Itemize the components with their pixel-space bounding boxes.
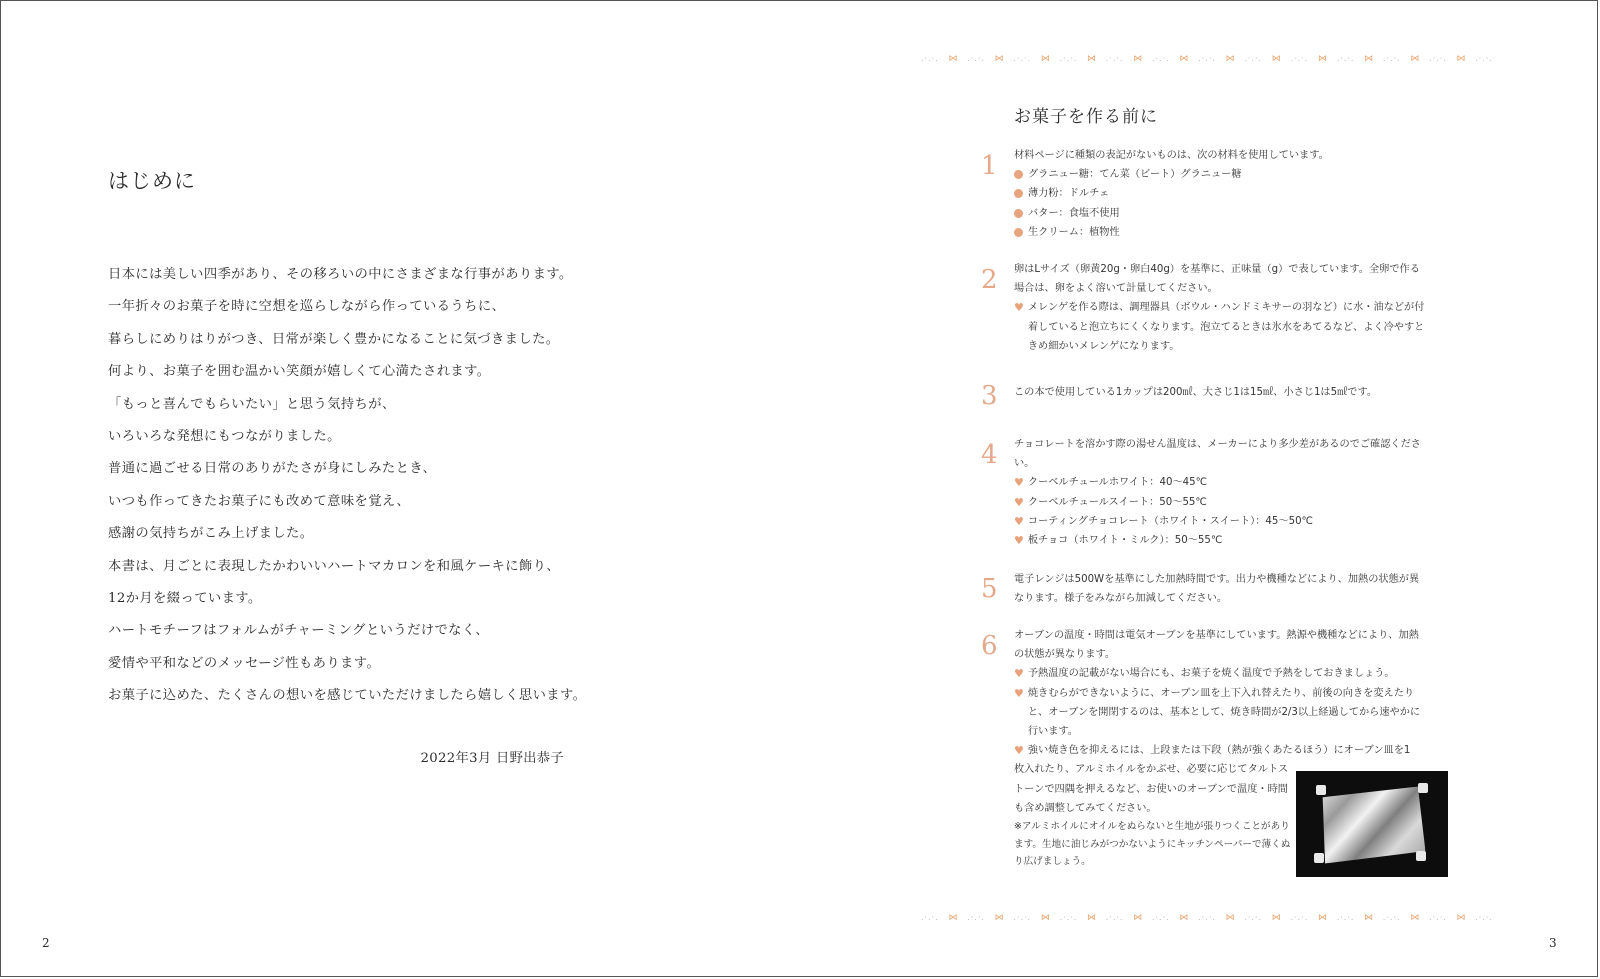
- heart-icon: ♥: [1014, 476, 1024, 490]
- note-text: 卵はLサイズ（卵黄20g・卵白40g）を基準に、正味量（g）で表しています。全卵で作る場合は、卵をよく溶いて計量してください。: [1014, 264, 1420, 295]
- bow-icon: ⋈: [1225, 913, 1235, 923]
- heart-icon: ♥: [1014, 744, 1024, 758]
- page-number-right: 3: [1549, 936, 1557, 950]
- intro-line: 日本には美しい四季があり、その移ろいの中にさまざまな行事があります。: [108, 267, 573, 282]
- author-signature: 2022年3月 日野出恭子: [420, 751, 564, 766]
- note-2: [1014, 260, 1428, 356]
- list-item: ♥ 強い焼き色を抑えるには、上段または下段（熱が強くあたるほう）にオーブン皿を1: [1014, 741, 1428, 760]
- tart-stone: [1316, 785, 1326, 795]
- footnote: ※アルミホイルにオイルをぬらないと生地が張りつくことがあります。生地に油じみがつかないようにキッチンペーパーで薄くぬり広げましょう。: [1014, 821, 1291, 868]
- list-item: 生クリーム：植物性: [1014, 223, 1428, 242]
- bow-icon: ⋈: [1456, 913, 1466, 923]
- intro-line: 一年折々のお菓子を時に空想を巡らしながら作っているうちに、: [108, 299, 506, 315]
- bow-icon: ⋈: [1040, 913, 1050, 923]
- circle-dot-icon: [1014, 209, 1023, 218]
- bow-icon: ⋈: [948, 54, 958, 64]
- intro-line: 何より、お菓子を囲む温かい笑顔が嬉しくて心満たされます。: [108, 364, 491, 380]
- bow-icon: ⋈: [1271, 913, 1281, 923]
- intro-line: いつも作ってきたお菓子にも改めて意味を覚え、: [108, 493, 411, 509]
- tart-stone: [1416, 851, 1426, 861]
- bow-icon: ⋈: [1133, 913, 1143, 923]
- intro-body: [108, 259, 628, 713]
- intro-line: 普通に過ごせる日常のありがたさが身にしみたとき、: [108, 461, 437, 477]
- list-item: 薄力粉：ドルチェ: [1014, 184, 1428, 203]
- list-item: バター：食塩不使用: [1014, 204, 1428, 223]
- bow-icon: ⋈: [1317, 913, 1327, 923]
- notes-title: お菓子を作る前に: [1014, 107, 1158, 127]
- bow-icon: ⋈: [1456, 54, 1466, 64]
- bow-icon: ⋈: [994, 913, 1004, 923]
- list-item: グラニュー糖：てん菜（ビート）グラニュー糖: [1014, 165, 1428, 184]
- intro-line: 愛情や平和などのメッセージ性もあります。: [108, 655, 381, 671]
- bow-icon: ⋈: [1317, 54, 1327, 64]
- circle-dot-icon: [1014, 170, 1023, 179]
- note-text: オーブンの温度・時間は電気オーブンを基準にしています。熱源や機種などにより、加熱の状態が異なります。: [1014, 630, 1419, 661]
- bow-icon: ⋈: [1087, 54, 1097, 64]
- bow-icon: ⋈: [1040, 54, 1050, 64]
- intro-line: 本書は、月ごとに表現したかわいいハートマカロンを和風ケーキに飾り、: [108, 558, 560, 574]
- intro-line: 暮らしにめりはりがつき、日常が楽しく豊かになることに気づきました。: [108, 331, 560, 347]
- list-item: ♥ クーベルチュールホワイト：40〜45℃: [1014, 473, 1428, 492]
- heart-icon: ♥: [1014, 514, 1024, 528]
- heart-icon: ♥: [1014, 667, 1024, 681]
- note-number: 3: [981, 381, 998, 411]
- bow-icon: ⋈: [1364, 913, 1374, 923]
- list-item: ♥ クーベルチュールスイート：50〜55℃: [1014, 493, 1428, 512]
- bow-icon: ⋈: [1410, 913, 1420, 923]
- note-5: [1014, 570, 1428, 608]
- list-item: ♥ 板チョコ（ホワイト・ミルク）：50〜55℃: [1014, 531, 1428, 550]
- bow-icon: ⋈: [1410, 54, 1420, 64]
- bow-icon: ⋈: [1225, 54, 1235, 64]
- tart-stone: [1314, 853, 1324, 863]
- bow-icon: ⋈: [1133, 54, 1143, 64]
- circle-dot-icon: [1014, 189, 1023, 198]
- foil-photo: [1296, 771, 1448, 877]
- heart-icon: ♥: [1014, 301, 1024, 315]
- note-number: 5: [981, 574, 998, 604]
- decorative-rule-top: .·.·. ⋈ .·.·. ⋈ .·.·. ⋈ .·.·. ⋈ .·.·. ⋈ .·.·. ⋈ .·.·. ⋈ .·.·. ⋈ .·.·. ⋈ .·.·. ⋈ .·.·. ⋈ .·.·. ⋈ .·.·.: [921, 54, 1493, 64]
- note-number: 2: [981, 265, 998, 295]
- list-item: ♥ 予熱温度の記載がない場合にも、お菓子を焼く温度で予熱をしておきましょう。: [1014, 664, 1428, 683]
- note-number: 4: [981, 440, 998, 470]
- heart-icon: ♥: [1014, 495, 1024, 509]
- foil-sheet: [1318, 786, 1426, 863]
- note-continuation: 枚入れたり、アルミホイルをかぶせ、必要に応じてタルトストーンで四隅を押えるなど、お使いのオーブンで温度・時間も含め調整してみてください。: [1014, 764, 1289, 814]
- bow-icon: ⋈: [1087, 913, 1097, 923]
- bow-icon: ⋈: [1179, 913, 1189, 923]
- note-text: 材料ページに種類の表記がないものは、次の材料を使用しています。: [1014, 150, 1329, 161]
- list-item: ♥ 焼きむらができないように、オーブン皿を上下入れ替えたり、前後の向きを変えたりと、オーブンを開閉するのは、基本として、焼き時間が2/3以上経過してから速やかに行います。: [1014, 684, 1428, 742]
- note-1: [1014, 146, 1428, 242]
- note-text: この本で使用している1カップは200㎖、大さじ1は15㎖、小さじ1は5㎖です。: [1014, 387, 1378, 398]
- intro-title: はじめに: [108, 169, 196, 193]
- circle-dot-icon: [1014, 228, 1023, 237]
- bow-icon: ⋈: [1271, 54, 1281, 64]
- bow-icon: ⋈: [1179, 54, 1189, 64]
- intro-line: 「もっと喜んでもらいたい」と思う気持ちが、: [108, 396, 396, 412]
- note-text: チョコレートを溶かす際の湯せん温度は、メーカーにより多少差があるのでご確認ください。: [1014, 439, 1421, 470]
- bow-icon: ⋈: [994, 54, 1004, 64]
- list-item: ♥ コーティングチョコレート（ホワイト・スイート）：45〜50℃: [1014, 512, 1428, 531]
- page-number-left: 2: [42, 936, 50, 950]
- bow-icon: ⋈: [948, 913, 958, 923]
- note-4: [1014, 435, 1428, 550]
- decorative-rule-bottom: .·.·. ⋈ .·.·. ⋈ .·.·. ⋈ .·.·. ⋈ .·.·. ⋈ .·.·. ⋈ .·.·. ⋈ .·.·. ⋈ .·.·. ⋈ .·.·. ⋈ .·.·. ⋈ .·.·. ⋈ .·.·.: [921, 913, 1493, 923]
- list-item: ♥ メレンゲを作る際は、調理器具（ボウル・ハンドミキサーの羽など）に水・油などが付着していると泡立ちにくくなります。泡立てるときは氷水をあてるなど、よく冷やすときめ細かいメレンゲになります。: [1014, 298, 1428, 356]
- intro-line: いろいろな発想にもつながりました。: [108, 429, 341, 445]
- note-number: 1: [981, 151, 998, 181]
- intro-line: 感謝の気持ちがこみ上げました。: [108, 526, 314, 542]
- tart-stone: [1418, 783, 1428, 793]
- bow-icon: ⋈: [1364, 54, 1374, 64]
- intro-line: ハートモチーフはフォルムがチャーミングというだけでなく、: [108, 623, 489, 639]
- note-text: 電子レンジは500Wを基準にした加熱時間です。出力や機種などにより、加熱の状態が異なります。様子をみながら加減してください。: [1014, 574, 1420, 605]
- heart-icon: ♥: [1014, 534, 1024, 548]
- note-number: 6: [981, 631, 998, 661]
- intro-line: 12か月を綴っています。: [108, 591, 262, 607]
- intro-line: お菓子に込めた、たくさんの想いを感じていただけましたら嬉しく思います。: [108, 688, 587, 704]
- note-3: [1014, 383, 1428, 402]
- heart-icon: ♥: [1014, 686, 1024, 700]
